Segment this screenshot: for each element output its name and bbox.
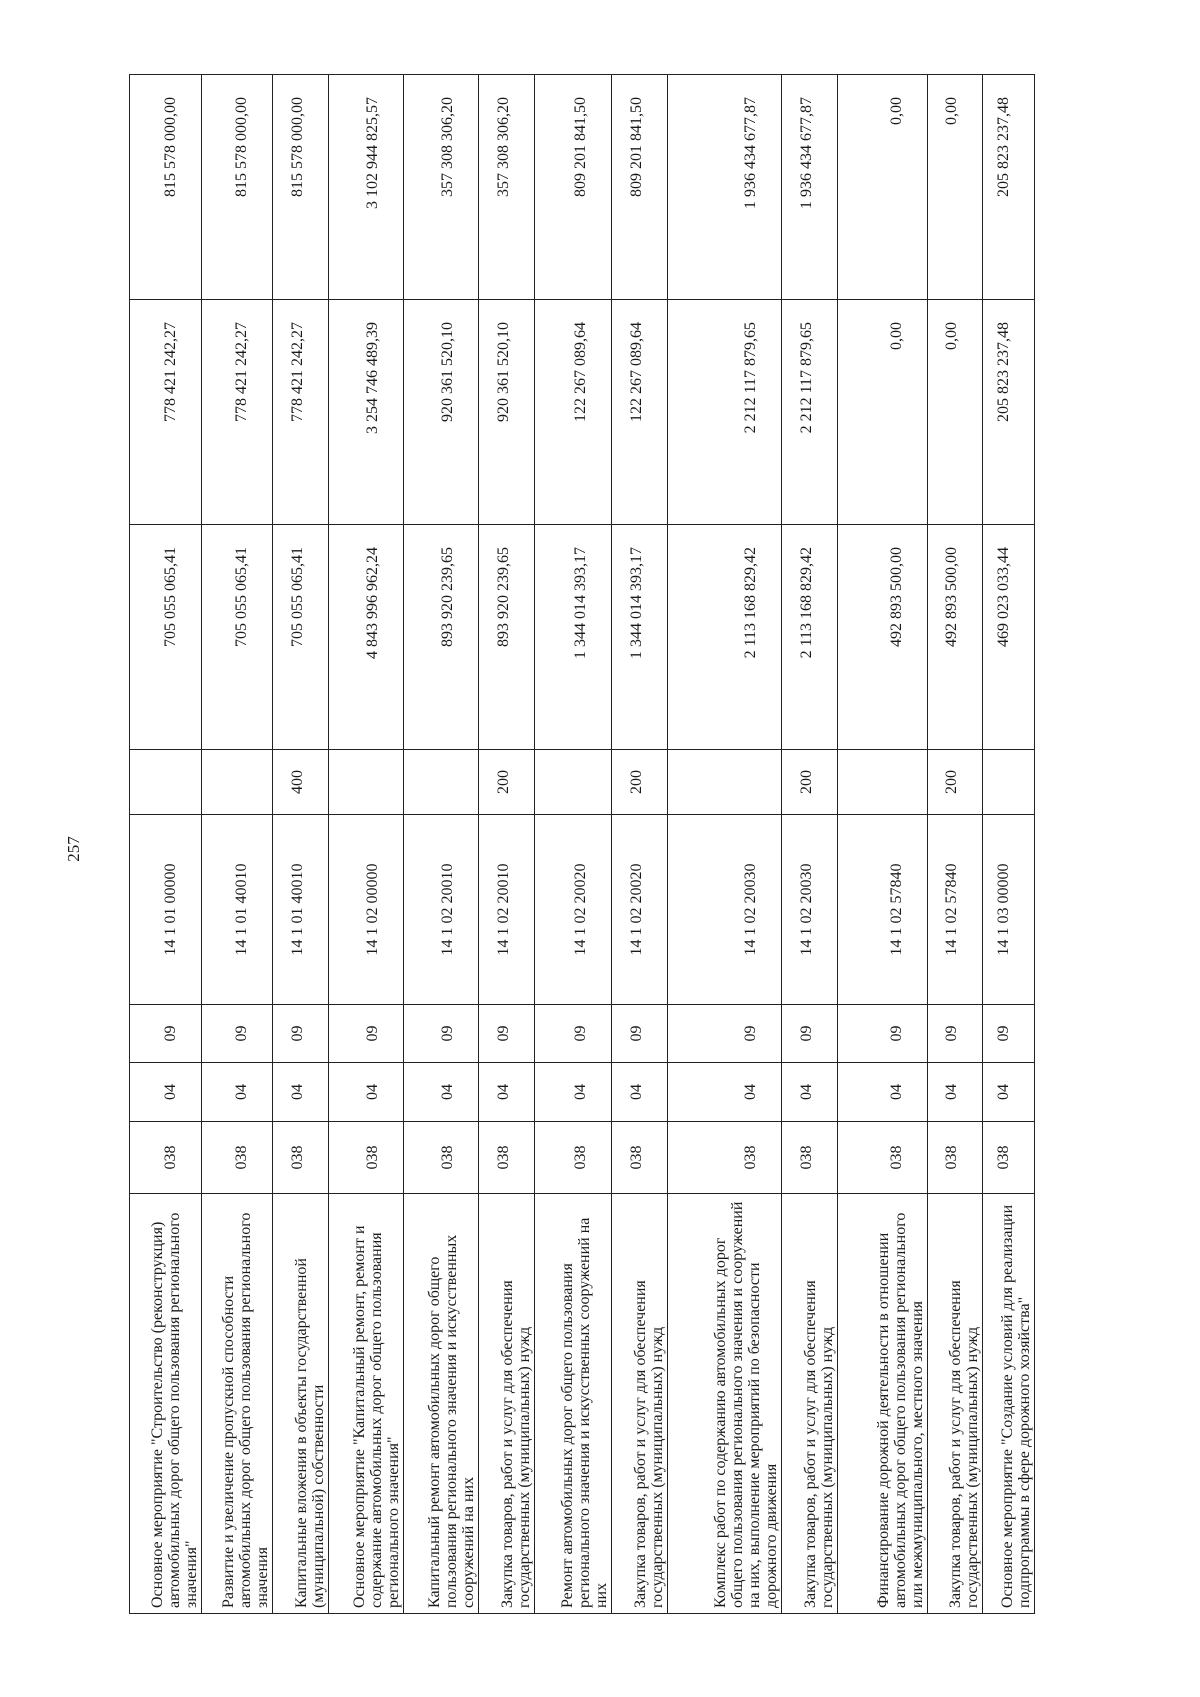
subsection-code-cell — [782, 1005, 838, 1063]
amount-year-1-cell — [130, 525, 202, 750]
expense-type-code-cell — [983, 750, 1035, 815]
amount-year-3: 809 201 841,50 — [628, 97, 645, 197]
row-name-cell — [838, 1194, 928, 1614]
section-code: 04 — [364, 1084, 381, 1100]
admin-code-cell — [838, 1122, 928, 1194]
expense-type-code: 400 — [289, 770, 306, 794]
amount-year-2-cell — [130, 300, 202, 525]
amount-year-3: 815 578 000,00 — [162, 97, 179, 197]
row-name: Развитие и увеличение пропускной способности автомобильных дорог общего пользования регионального значения — [220, 1212, 271, 1608]
amount-year-1-cell — [329, 525, 404, 750]
admin-code-cell — [983, 1122, 1035, 1194]
amount-year-3: 1 936 434 677,87 — [798, 97, 815, 209]
target-article-code: 14 1 03 00000 — [995, 863, 1012, 956]
expense-type-code-cell — [782, 750, 838, 815]
amount-year-3: 815 578 000,00 — [289, 97, 306, 197]
amount-year-3-cell — [838, 75, 928, 300]
expense-type-code-cell — [404, 750, 479, 815]
row-name-cell — [535, 1194, 612, 1614]
admin-code: 038 — [798, 1145, 815, 1170]
subsection-code: 09 — [995, 1025, 1012, 1042]
admin-code-cell — [928, 1122, 983, 1194]
admin-code-cell — [535, 1122, 612, 1194]
row-name-cell — [404, 1194, 479, 1614]
amount-year-2-cell — [273, 300, 329, 525]
amount-year-3-cell — [983, 75, 1035, 300]
expense-type-code-cell — [273, 750, 329, 815]
expense-type-code: 200 — [495, 770, 512, 794]
section-code-cell — [782, 1063, 838, 1122]
subsection-code: 09 — [233, 1025, 250, 1042]
section-code: 04 — [495, 1084, 512, 1100]
admin-code: 038 — [572, 1145, 589, 1170]
expense-type-code-cell — [838, 750, 928, 815]
subsection-code: 09 — [943, 1025, 960, 1042]
expense-type-code: 200 — [798, 770, 815, 794]
amount-year-2: 122 267 089,64 — [572, 322, 589, 422]
target-article-code: 14 1 02 00000 — [364, 863, 381, 956]
expense-type-code-cell — [535, 750, 612, 815]
budget-table-rotated — [129, 75, 1034, 1614]
subsection-code-cell — [479, 1005, 535, 1063]
row-name-cell — [329, 1194, 404, 1614]
subsection-code-cell — [668, 1005, 782, 1063]
subsection-code-cell — [838, 1005, 928, 1063]
row-name: Закупка товаров, работ и услуг для обеспечения государственных (муниципальных) нужд — [802, 1280, 836, 1608]
amount-year-2: 778 421 242,27 — [162, 322, 179, 422]
amount-year-3: 3 102 944 825,57 — [364, 97, 381, 209]
admin-code: 038 — [233, 1145, 250, 1170]
amount-year-1: 705 055 065,41 — [289, 547, 306, 647]
table-row — [782, 75, 838, 1614]
amount-year-2-cell — [838, 300, 928, 525]
table-body — [130, 75, 1035, 1614]
section-code: 04 — [943, 1084, 960, 1100]
subsection-code-cell — [928, 1005, 983, 1063]
amount-year-3: 357 308 306,20 — [439, 97, 456, 197]
amount-year-1: 1 344 014 393,17 — [572, 547, 589, 659]
amount-year-2: 778 421 242,27 — [289, 322, 306, 422]
admin-code-cell — [479, 1122, 535, 1194]
section-code-cell — [838, 1063, 928, 1122]
target-article-code: 14 1 02 20010 — [495, 863, 512, 956]
target-article-code-cell — [782, 815, 838, 1005]
target-article-code-cell — [535, 815, 612, 1005]
target-article-code: 14 1 01 40010 — [233, 863, 250, 956]
target-article-code-cell — [668, 815, 782, 1005]
amount-year-2-cell — [782, 300, 838, 525]
row-name: Закупка товаров, работ и услуг для обеспечения государственных (муниципальных) нужд — [632, 1280, 666, 1608]
amount-year-1: 2 113 168 829,42 — [798, 547, 815, 659]
amount-year-3-cell — [479, 75, 535, 300]
amount-year-1: 492 893 500,00 — [888, 547, 905, 647]
amount-year-2-cell — [983, 300, 1035, 525]
admin-code: 038 — [289, 1145, 306, 1170]
row-name: Финансирование дорожной деятельности в отношении автомобильных дорог общего пользования регионального или межмуниципального, местного значения — [875, 1212, 926, 1608]
subsection-code: 09 — [798, 1025, 815, 1042]
table-row — [202, 75, 273, 1614]
table-row — [928, 75, 983, 1614]
amount-year-1: 1 344 014 393,17 — [628, 547, 645, 659]
amount-year-2: 778 421 242,27 — [233, 322, 250, 422]
row-name: Основное мероприятие "Строительство (реконструкция) автомобильных дорог общего пользования регионального значения" — [149, 1212, 200, 1608]
amount-year-3: 0,00 — [888, 97, 905, 125]
amount-year-3: 0,00 — [943, 97, 960, 125]
amount-year-1-cell — [838, 525, 928, 750]
amount-year-1-cell — [668, 525, 782, 750]
admin-code-cell — [202, 1122, 273, 1194]
amount-year-1-cell — [983, 525, 1035, 750]
expense-type-code-cell — [612, 750, 668, 815]
target-article-code: 14 1 02 57840 — [888, 863, 905, 956]
admin-code-cell — [782, 1122, 838, 1194]
expense-type-code: 200 — [943, 770, 960, 794]
amount-year-3: 1 936 434 677,87 — [742, 97, 759, 209]
admin-code: 038 — [888, 1145, 905, 1170]
section-code: 04 — [233, 1084, 250, 1100]
admin-code-cell — [329, 1122, 404, 1194]
amount-year-2: 3 254 746 489,39 — [364, 322, 381, 434]
row-name: Основное мероприятие "Капитальный ремонт, ремонт и содержание автомобильных дорог общего пользования регионального значения" — [351, 1225, 402, 1608]
page-number: 257 — [64, 836, 83, 862]
subsection-code: 09 — [439, 1025, 456, 1042]
target-article-code: 14 1 02 20030 — [742, 863, 759, 956]
amount-year-1: 492 893 500,00 — [943, 547, 960, 647]
amount-year-2-cell — [404, 300, 479, 525]
target-article-code-cell — [838, 815, 928, 1005]
row-name-cell — [202, 1194, 273, 1614]
row-name-cell — [668, 1194, 782, 1614]
section-code-cell — [928, 1063, 983, 1122]
amount-year-1-cell — [782, 525, 838, 750]
amount-year-1: 705 055 065,41 — [233, 547, 250, 647]
table-row — [983, 75, 1035, 1614]
admin-code-cell — [612, 1122, 668, 1194]
target-article-code: 14 1 01 40010 — [289, 863, 306, 956]
amount-year-3-cell — [130, 75, 202, 300]
amount-year-3: 809 201 841,50 — [572, 97, 589, 197]
amount-year-2: 920 361 520,10 — [439, 322, 456, 422]
table-row — [404, 75, 479, 1614]
admin-code: 038 — [162, 1145, 179, 1170]
amount-year-2-cell — [202, 300, 273, 525]
table-row — [668, 75, 782, 1614]
amount-year-1-cell — [479, 525, 535, 750]
table-row — [838, 75, 928, 1614]
row-name-cell — [273, 1194, 329, 1614]
admin-code: 038 — [364, 1145, 381, 1170]
subsection-code-cell — [329, 1005, 404, 1063]
amount-year-2: 205 823 237,48 — [995, 322, 1012, 422]
section-code-cell — [404, 1063, 479, 1122]
section-code-cell — [668, 1063, 782, 1122]
amount-year-3-cell — [612, 75, 668, 300]
section-code: 04 — [439, 1084, 456, 1100]
amount-year-2: 122 267 089,64 — [628, 322, 645, 422]
section-code-cell — [130, 1063, 202, 1122]
amount-year-3-cell — [329, 75, 404, 300]
target-article-code-cell — [130, 815, 202, 1005]
section-code-cell — [479, 1063, 535, 1122]
amount-year-2-cell — [479, 300, 535, 525]
amount-year-1: 893 920 239,65 — [495, 547, 512, 647]
row-name: Основное мероприятие "Создание условий для реализации подпрограммы в сфере дорожного хозяйства" — [999, 1204, 1033, 1608]
amount-year-2-cell — [612, 300, 668, 525]
expense-type-code: 200 — [628, 770, 645, 794]
amount-year-3: 205 823 237,48 — [995, 97, 1012, 197]
amount-year-3-cell — [404, 75, 479, 300]
amount-year-3-cell — [273, 75, 329, 300]
amount-year-3-cell — [202, 75, 273, 300]
admin-code: 038 — [439, 1145, 456, 1170]
amount-year-1-cell — [612, 525, 668, 750]
amount-year-1: 705 055 065,41 — [162, 547, 179, 647]
admin-code-cell — [404, 1122, 479, 1194]
subsection-code: 09 — [162, 1025, 179, 1042]
subsection-code-cell — [130, 1005, 202, 1063]
target-article-code-cell — [273, 815, 329, 1005]
table-row — [273, 75, 329, 1614]
subsection-code-cell — [202, 1005, 273, 1063]
amount-year-1: 2 113 168 829,42 — [742, 547, 759, 659]
subsection-code-cell — [612, 1005, 668, 1063]
section-code-cell — [612, 1063, 668, 1122]
table-row — [479, 75, 535, 1614]
target-article-code-cell — [983, 815, 1035, 1005]
target-article-code-cell — [404, 815, 479, 1005]
target-article-code-cell — [928, 815, 983, 1005]
row-name-cell — [782, 1194, 838, 1614]
subsection-code-cell — [983, 1005, 1035, 1063]
target-article-code-cell — [329, 815, 404, 1005]
expense-type-code-cell — [668, 750, 782, 815]
amount-year-3-cell — [782, 75, 838, 300]
row-name-cell — [612, 1194, 668, 1614]
target-article-code: 14 1 02 20020 — [628, 863, 645, 956]
expense-type-code-cell — [202, 750, 273, 815]
amount-year-1-cell — [404, 525, 479, 750]
expense-type-code-cell — [130, 750, 202, 815]
amount-year-3: 357 308 306,20 — [495, 97, 512, 197]
section-code: 04 — [162, 1084, 179, 1100]
section-code-cell — [202, 1063, 273, 1122]
amount-year-2-cell — [329, 300, 404, 525]
section-code-cell — [273, 1063, 329, 1122]
table-row — [612, 75, 668, 1614]
target-article-code-cell — [479, 815, 535, 1005]
amount-year-2: 2 212 117 879,65 — [742, 322, 759, 434]
admin-code-cell — [668, 1122, 782, 1194]
amount-year-3: 815 578 000,00 — [233, 97, 250, 197]
table-row — [329, 75, 404, 1614]
section-code: 04 — [572, 1084, 589, 1100]
target-article-code-cell — [612, 815, 668, 1005]
section-code-cell — [535, 1063, 612, 1122]
subsection-code-cell — [404, 1005, 479, 1063]
subsection-code: 09 — [628, 1025, 645, 1042]
expense-type-code-cell — [479, 750, 535, 815]
amount-year-2-cell — [928, 300, 983, 525]
amount-year-2: 0,00 — [943, 322, 960, 350]
admin-code: 038 — [742, 1145, 759, 1170]
section-code: 04 — [742, 1084, 759, 1100]
subsection-code: 09 — [572, 1025, 589, 1042]
admin-code: 038 — [495, 1145, 512, 1170]
row-name: Закупка товаров, работ и услуг для обеспечения государственных (муниципальных) нужд — [947, 1280, 981, 1608]
amount-year-2-cell — [668, 300, 782, 525]
admin-code: 038 — [943, 1145, 960, 1170]
section-code-cell — [983, 1063, 1035, 1122]
expense-type-code-cell — [329, 750, 404, 815]
section-code: 04 — [888, 1084, 905, 1100]
row-name-cell — [983, 1194, 1035, 1614]
target-article-code: 14 1 02 57840 — [943, 863, 960, 956]
subsection-code: 09 — [742, 1025, 759, 1042]
table-row — [535, 75, 612, 1614]
target-article-code-cell — [202, 815, 273, 1005]
target-article-code: 14 1 02 20010 — [439, 863, 456, 956]
amount-year-1-cell — [928, 525, 983, 750]
section-code: 04 — [289, 1084, 306, 1100]
row-name: Комплекс работ по содержанию автомобильных дорог общего пользования регионального значения и сооружений на них, выполнение мероприятий по безопасности дорожного движения — [712, 1201, 780, 1608]
amount-year-2: 2 212 117 879,65 — [798, 322, 815, 434]
amount-year-1-cell — [273, 525, 329, 750]
expense-type-code-cell — [928, 750, 983, 815]
amount-year-1-cell — [202, 525, 273, 750]
amount-year-3-cell — [535, 75, 612, 300]
row-name: Капитальный ремонт автомобильных дорог общего пользования регионального значения и искусственных сооружений на них — [426, 1234, 477, 1608]
table-row — [130, 75, 202, 1614]
admin-code: 038 — [995, 1145, 1012, 1170]
row-name-cell — [130, 1194, 202, 1614]
subsection-code: 09 — [495, 1025, 512, 1042]
amount-year-3-cell — [928, 75, 983, 300]
admin-code-cell — [273, 1122, 329, 1194]
admin-code-cell — [130, 1122, 202, 1194]
amount-year-2: 920 361 520,10 — [495, 322, 512, 422]
row-name: Закупка товаров, работ и услуг для обеспечения государственных (муниципальных) нужд — [499, 1280, 533, 1608]
target-article-code: 14 1 02 20020 — [572, 863, 589, 956]
row-name: Ремонт автомобильных дорог общего пользования регионального значения и искусственных сооружений на них — [559, 1217, 610, 1608]
admin-code: 038 — [628, 1145, 645, 1170]
section-code: 04 — [628, 1084, 645, 1100]
budget-table — [129, 74, 1035, 1614]
row-name-cell — [928, 1194, 983, 1614]
row-name-cell — [479, 1194, 535, 1614]
subsection-code: 09 — [888, 1025, 905, 1042]
subsection-code-cell — [535, 1005, 612, 1063]
section-code: 04 — [995, 1084, 1012, 1100]
row-name: Капитальные вложения в объекты государственной (муниципальной) собственности — [293, 1258, 327, 1608]
subsection-code-cell — [273, 1005, 329, 1063]
amount-year-2-cell — [535, 300, 612, 525]
amount-year-2: 0,00 — [888, 322, 905, 350]
section-code: 04 — [798, 1084, 815, 1100]
target-article-code: 14 1 01 00000 — [162, 863, 179, 956]
target-article-code: 14 1 02 20030 — [798, 863, 815, 956]
subsection-code: 09 — [289, 1025, 306, 1042]
amount-year-3-cell — [668, 75, 782, 300]
section-code-cell — [329, 1063, 404, 1122]
amount-year-1-cell — [535, 525, 612, 750]
amount-year-1: 469 023 033,44 — [995, 547, 1012, 647]
amount-year-1: 4 843 996 962,24 — [364, 547, 381, 659]
amount-year-1: 893 920 239,65 — [439, 547, 456, 647]
subsection-code: 09 — [364, 1025, 381, 1042]
